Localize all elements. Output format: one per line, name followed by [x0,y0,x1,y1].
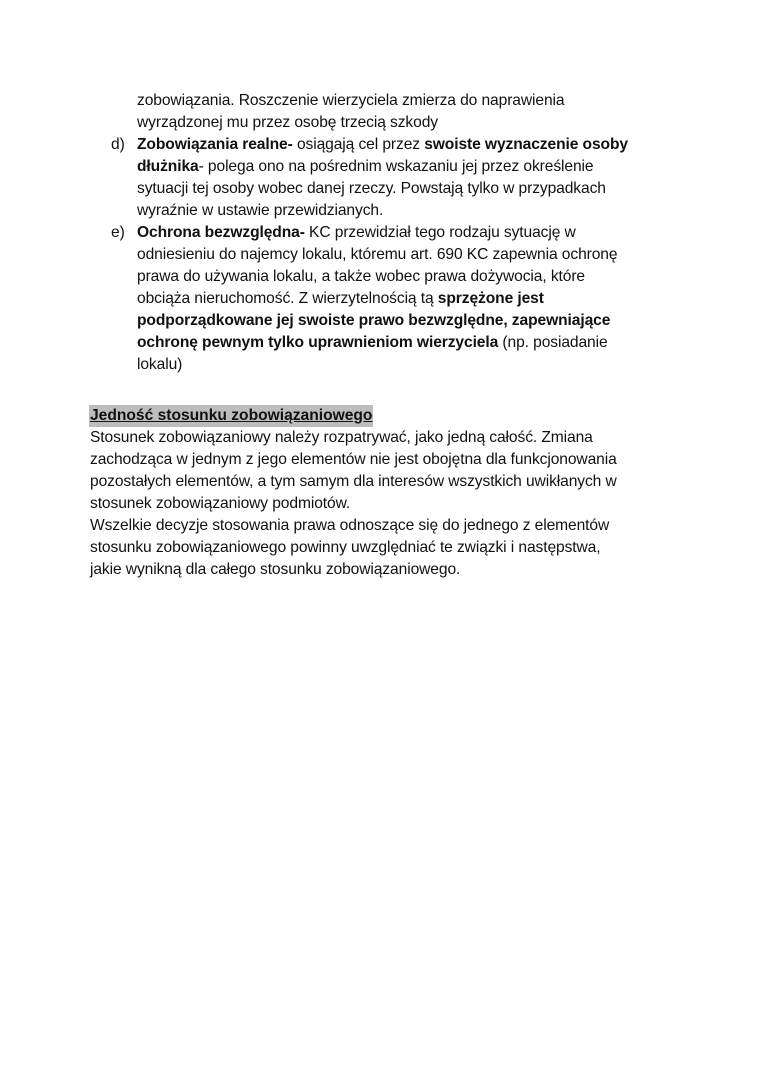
paragraph-1-line-4: stosunek zobowiązaniowy podmiotów. [90,495,351,512]
paragraph-2-line-1: Wszelkie decyzje stosowania prawa odnoszące się do jednego z elementów [90,517,610,534]
section-heading: Jedność stosunku zobowiązaniowego [89,405,373,427]
item-e-line-2: odniesieniu do najemcy lokalu, któremu art. 690 KC zapewnia ochronę [137,246,618,263]
list-continuation-line-1: zobowiązania. Roszczenie wierzyciela zmierza do naprawienia [137,92,565,109]
item-e-text-1: KC przewidział tego rodzaju sytuację w [304,224,576,241]
item-d-line-2 [137,156,593,178]
paragraph-2-line-3: jakie wynikną dla całego stosunku zobowiązaniowego. [90,561,461,578]
item-e-line-7: lokalu) [137,356,183,373]
item-d-term: Zobowiązania realne- [137,136,293,153]
item-d-line-3: sytuacji tej osoby wobec danej rzeczy. Powstają tylko w przypadkach [137,180,606,197]
list-marker-d: d) [111,136,125,153]
item-e-line-4 [137,288,544,310]
list-continuation-line-2: wyrządzonej mu przez osobę trzecią szkody [137,114,438,131]
item-d-text-2: - polega ono na pośrednim wskazaniu jej przez określenie [198,158,594,175]
item-e-emphasis-2: ochronę pewnym tylko uprawnieniom wierzyciela [137,334,499,351]
item-d-emphasis-2: dłużnika [137,158,199,175]
item-d-text-1: osiągają cel przez [292,136,425,153]
item-e-line-6 [137,332,608,354]
item-e-text-4: obciąża nieruchomość. Z wierzytelnością tą [137,290,438,307]
item-e-line-5: podporządkowane jej swoiste prawo bezwzględne, zapewniające [137,312,611,329]
list-marker-e: e) [111,224,125,241]
item-e-line-1 [137,222,576,244]
paragraph-1-line-3: pozostałych elementów, a tym samym dla interesów wszystkich uwikłanych w [90,473,617,490]
item-d-line-4: wyraźnie w ustawie przewidzianych. [137,202,384,219]
item-e-term: Ochrona bezwzględna- [137,224,305,241]
paragraph-1-line-2: zachodząca w jednym z jego elementów nie jest obojętna dla funkcjonowania [90,451,617,468]
item-e-line-3: prawa do używania lokalu, a także wobec prawa dożywocia, które [137,268,585,285]
paragraph-2-line-2: stosunku zobowiązaniowego powinny uwzględniać te związki i następstwa, [90,539,601,556]
paragraph-1-line-1: Stosunek zobowiązaniowy należy rozpatrywać, jako jedną całość. Zmiana [90,429,593,446]
item-d-line-1 [137,134,628,156]
item-e-emphasis-1: sprzężone jest [437,290,544,307]
item-e-text-6: (np. posiadanie [498,334,608,351]
item-d-emphasis-1: swoiste wyznaczenie osoby [424,136,628,153]
